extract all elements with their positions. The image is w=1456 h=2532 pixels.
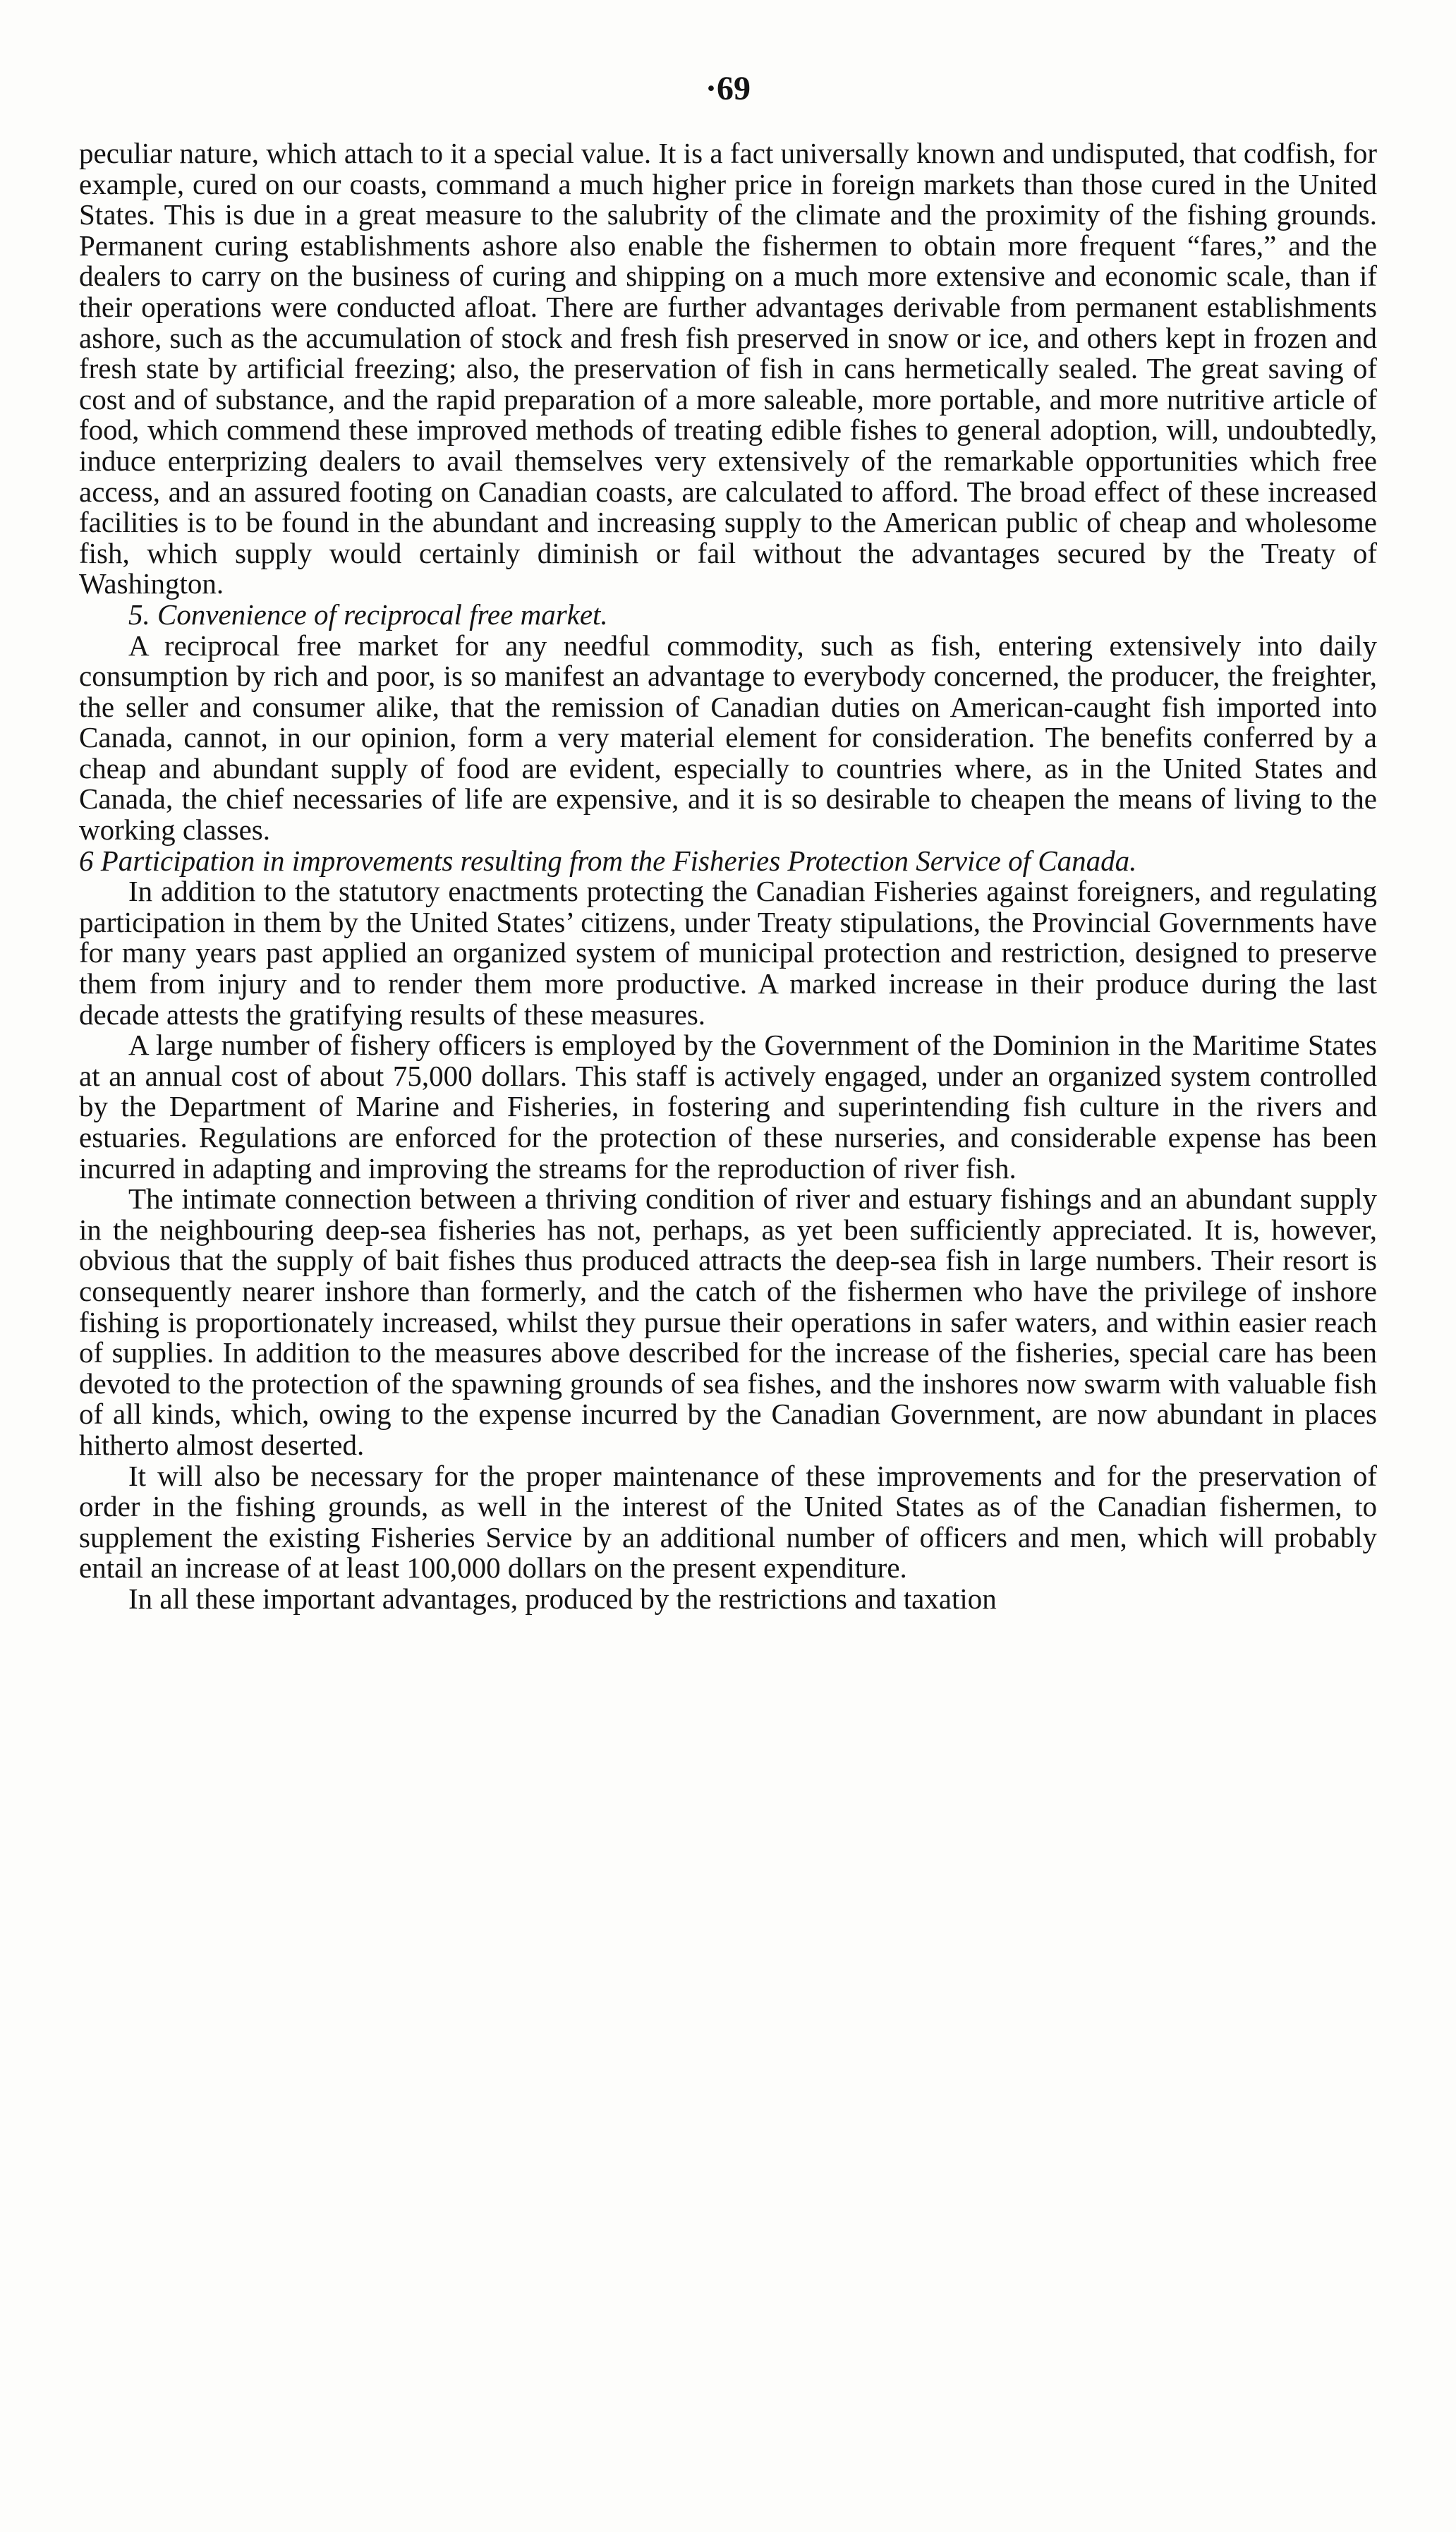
paragraph-maintenance: It will also be necessary for the proper maintenance of these improvements and for the preservation of order in the fishing grounds, as well in the interest of the United States as of the Canadian fishermen, to supplement the existing Fisheries Service by an additional number of officers and men, which will probably entail an increase of at least 100,000 dollars on the present expenditure. bbox=[79, 1459, 1377, 1585]
paragraph-important-advantages: In all these important advantages, produced by the restrictions and taxation bbox=[128, 1582, 997, 1615]
page-number: ·69 bbox=[705, 70, 751, 107]
section-heading-6: 6 Participation in improvements resulting from the Fisheries Protection Service of Canada. bbox=[79, 844, 1137, 877]
paragraph-river-estuary: The intimate connection between a thriving condition of river and estuary fishings and an abundant supply in the neighbouring deep-sea fisheries has not, perhaps, as yet been sufficiently appreciated. It is, however, obvious that the supply of bait fishes thus produced attracts the deep-sea fish in large numbers. Their resort is consequently nearer inshore than formerly, and the catch of the fishermen who have the privilege of inshore fishing is proportionately increased, whilst they pursue their operations in safer waters, and within easier reach of supplies. In addition to the measures above described for the increase of the fisheries, special care has been devoted to the protection of the spawning grounds of sea fishes, and the inshores now swarm with valuable fish of all kinds, which, owing to the expense incurred by the Canadian Government, are now abundant in places hitherto almost deserted. bbox=[79, 1182, 1377, 1461]
paragraph-fishery-officers: A large number of fishery officers is employed by the Government of the Dominion in the Maritime States at an annual cost of about 75,000 dollars. This staff is actively engaged, under an organized system controlled by the Department of Marine and Fisheries, in fostering and superintending fish culture in the rivers and estuaries. Regulations are enforced for the protection of these nurseries, and considerable expense has been incurred in adapting and improving the streams for the reproduction of river fish. bbox=[79, 1029, 1377, 1185]
body-text bbox=[79, 138, 1377, 1615]
paragraph-advantages-continued: peculiar nature, which attach to it a special value. It is a fact universally known and undisputed, that codfish, for example, cured on our coasts, command a much higher price in foreign markets than those cured in the United States. This is due in a great measure to the salubrity of the climate and the proximity of the fishing grounds. Permanent curing establishments ashore also enable the fishermen to obtain more frequent “fares,” and the dealers to carry on the business of curing and shipping on a much more extensive and economic scale, than if their operations were conducted afloat. There are further advantages derivable from permanent establishments ashore, such as the accumulation of stock and fresh fish preserved in snow or ice, and others kept in frozen and fresh state by artificial freezing; also, the preservation of fish in cans hermetically sealed. The great saving of cost and of substance, and the rapid preparation of a more saleable, more portable, and more nutritive article of food, which commend these improved methods of treating edible fishes to general adoption, will, undoubtedly, induce enterprizing dealers to avail themselves very extensively of the remarkable opportunities which free access, and an assured footing on Canadian coasts, are calculated to afford. The broad effect of these increased facilities is to be found in the abundant and increasing supply to the American public of cheap and wholesome fish, which supply would certainly diminish or fail without the advantages secured by the Treaty of Washington. bbox=[79, 137, 1377, 600]
paragraph-statutory-enactments: In addition to the statutory enactments protecting the Canadian Fisheries against foreigners, and regulating participation in them by the United States’ citizens, under Treaty stipulations, the Provincial Governments have for many years past applied an organized system of municipal protection and restriction, designed to preserve them from injury and to render them more productive. A marked increase in their produce during the last decade attests the gratifying results of these measures. bbox=[79, 875, 1377, 1031]
paragraph-reciprocal-market: A reciprocal free market for any needful commodity, such as fish, entering extensively into daily consumption by rich and poor, is so manifest an advantage to everybody concerned, the producer, the freighter, the seller and consumer alike, that the remission of Canadian duties on American-caught fish imported into Canada, cannot, in our opinion, form a very material element for consideration. The benefits conferred by a cheap and abundant supply of food are evident, especially to countries where, as in the United States and Canada, the chief necessaries of life are expensive, and it is so desirable to cheapen the means of living to the working classes. bbox=[79, 629, 1377, 847]
section-heading-5: 5. Convenience of reciprocal free market. bbox=[128, 598, 608, 631]
